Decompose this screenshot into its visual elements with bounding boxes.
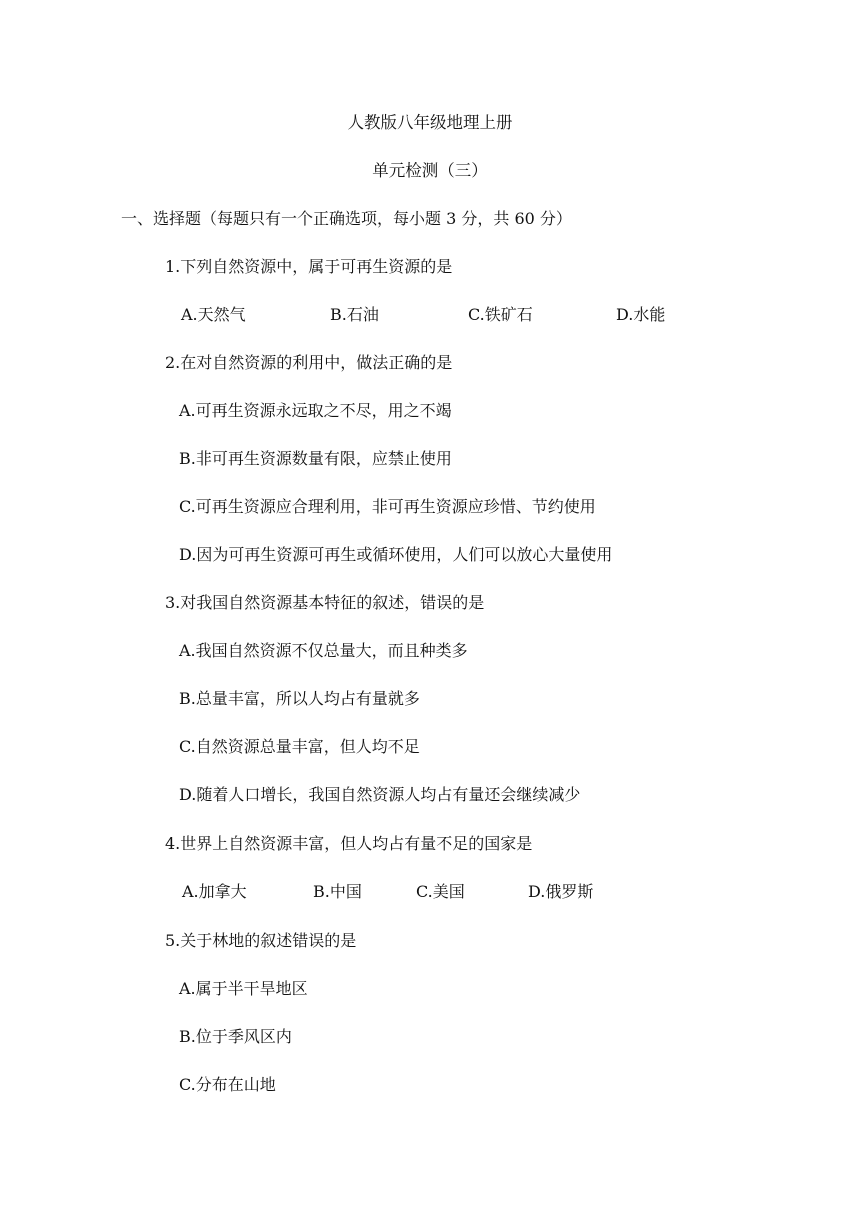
question-5-option-c: C.分布在山地 xyxy=(179,1075,276,1094)
document-title: 人教版八年级地理上册 xyxy=(347,113,513,132)
question-4-option-d: D.俄罗斯 xyxy=(528,882,594,901)
question-1-option-c: C.铁矿石 xyxy=(468,305,533,324)
section-heading: 一、选择题（每题只有一个正确选项，每小题 3 分，共 60 分） xyxy=(121,209,572,228)
question-1-option-d: D.水能 xyxy=(616,305,666,324)
question-3-option-b: B.总量丰富，所以人均占有量就多 xyxy=(179,689,420,708)
question-2-option-b: B.非可再生资源数量有限，应禁止使用 xyxy=(179,449,452,468)
question-3-option-c: C.自然资源总量丰富，但人均不足 xyxy=(179,737,420,756)
question-2-option-a: A.可再生资源永远取之不尽，用之不竭 xyxy=(179,401,452,420)
document-subtitle: 单元检测（三） xyxy=(372,161,488,180)
question-2-option-c: C.可再生资源应合理利用，非可再生资源应珍惜、节约使用 xyxy=(179,497,596,516)
question-4-stem: 4.世界上自然资源丰富，但人均占有量不足的国家是 xyxy=(165,834,533,853)
question-4-option-c: C.美国 xyxy=(416,882,465,901)
question-1-option-a: A.天然气 xyxy=(181,305,246,324)
question-4-option-b: B.中国 xyxy=(313,882,362,901)
question-3-option-d: D.随着人口增长，我国自然资源人均占有量还会继续减少 xyxy=(179,785,581,804)
question-3-stem: 3.对我国自然资源基本特征的叙述，错误的是 xyxy=(165,593,485,612)
question-5-stem: 5.关于林地的叙述错误的是 xyxy=(165,931,357,950)
question-2-stem: 2.在对自然资源的利用中，做法正确的是 xyxy=(165,353,453,372)
question-1-stem: 1.下列自然资源中，属于可再生资源的是 xyxy=(165,257,453,276)
question-2-option-d: D.因为可再生资源可再生或循环使用，人们可以放心大量使用 xyxy=(179,545,613,564)
question-3-option-a: A.我国自然资源不仅总量大，而且种类多 xyxy=(179,641,468,660)
question-1-option-b: B.石油 xyxy=(330,305,379,324)
question-4-option-a: A.加拿大 xyxy=(182,882,247,901)
question-5-option-b: B.位于季风区内 xyxy=(179,1027,292,1046)
question-5-option-a: A.属于半干旱地区 xyxy=(179,979,308,998)
